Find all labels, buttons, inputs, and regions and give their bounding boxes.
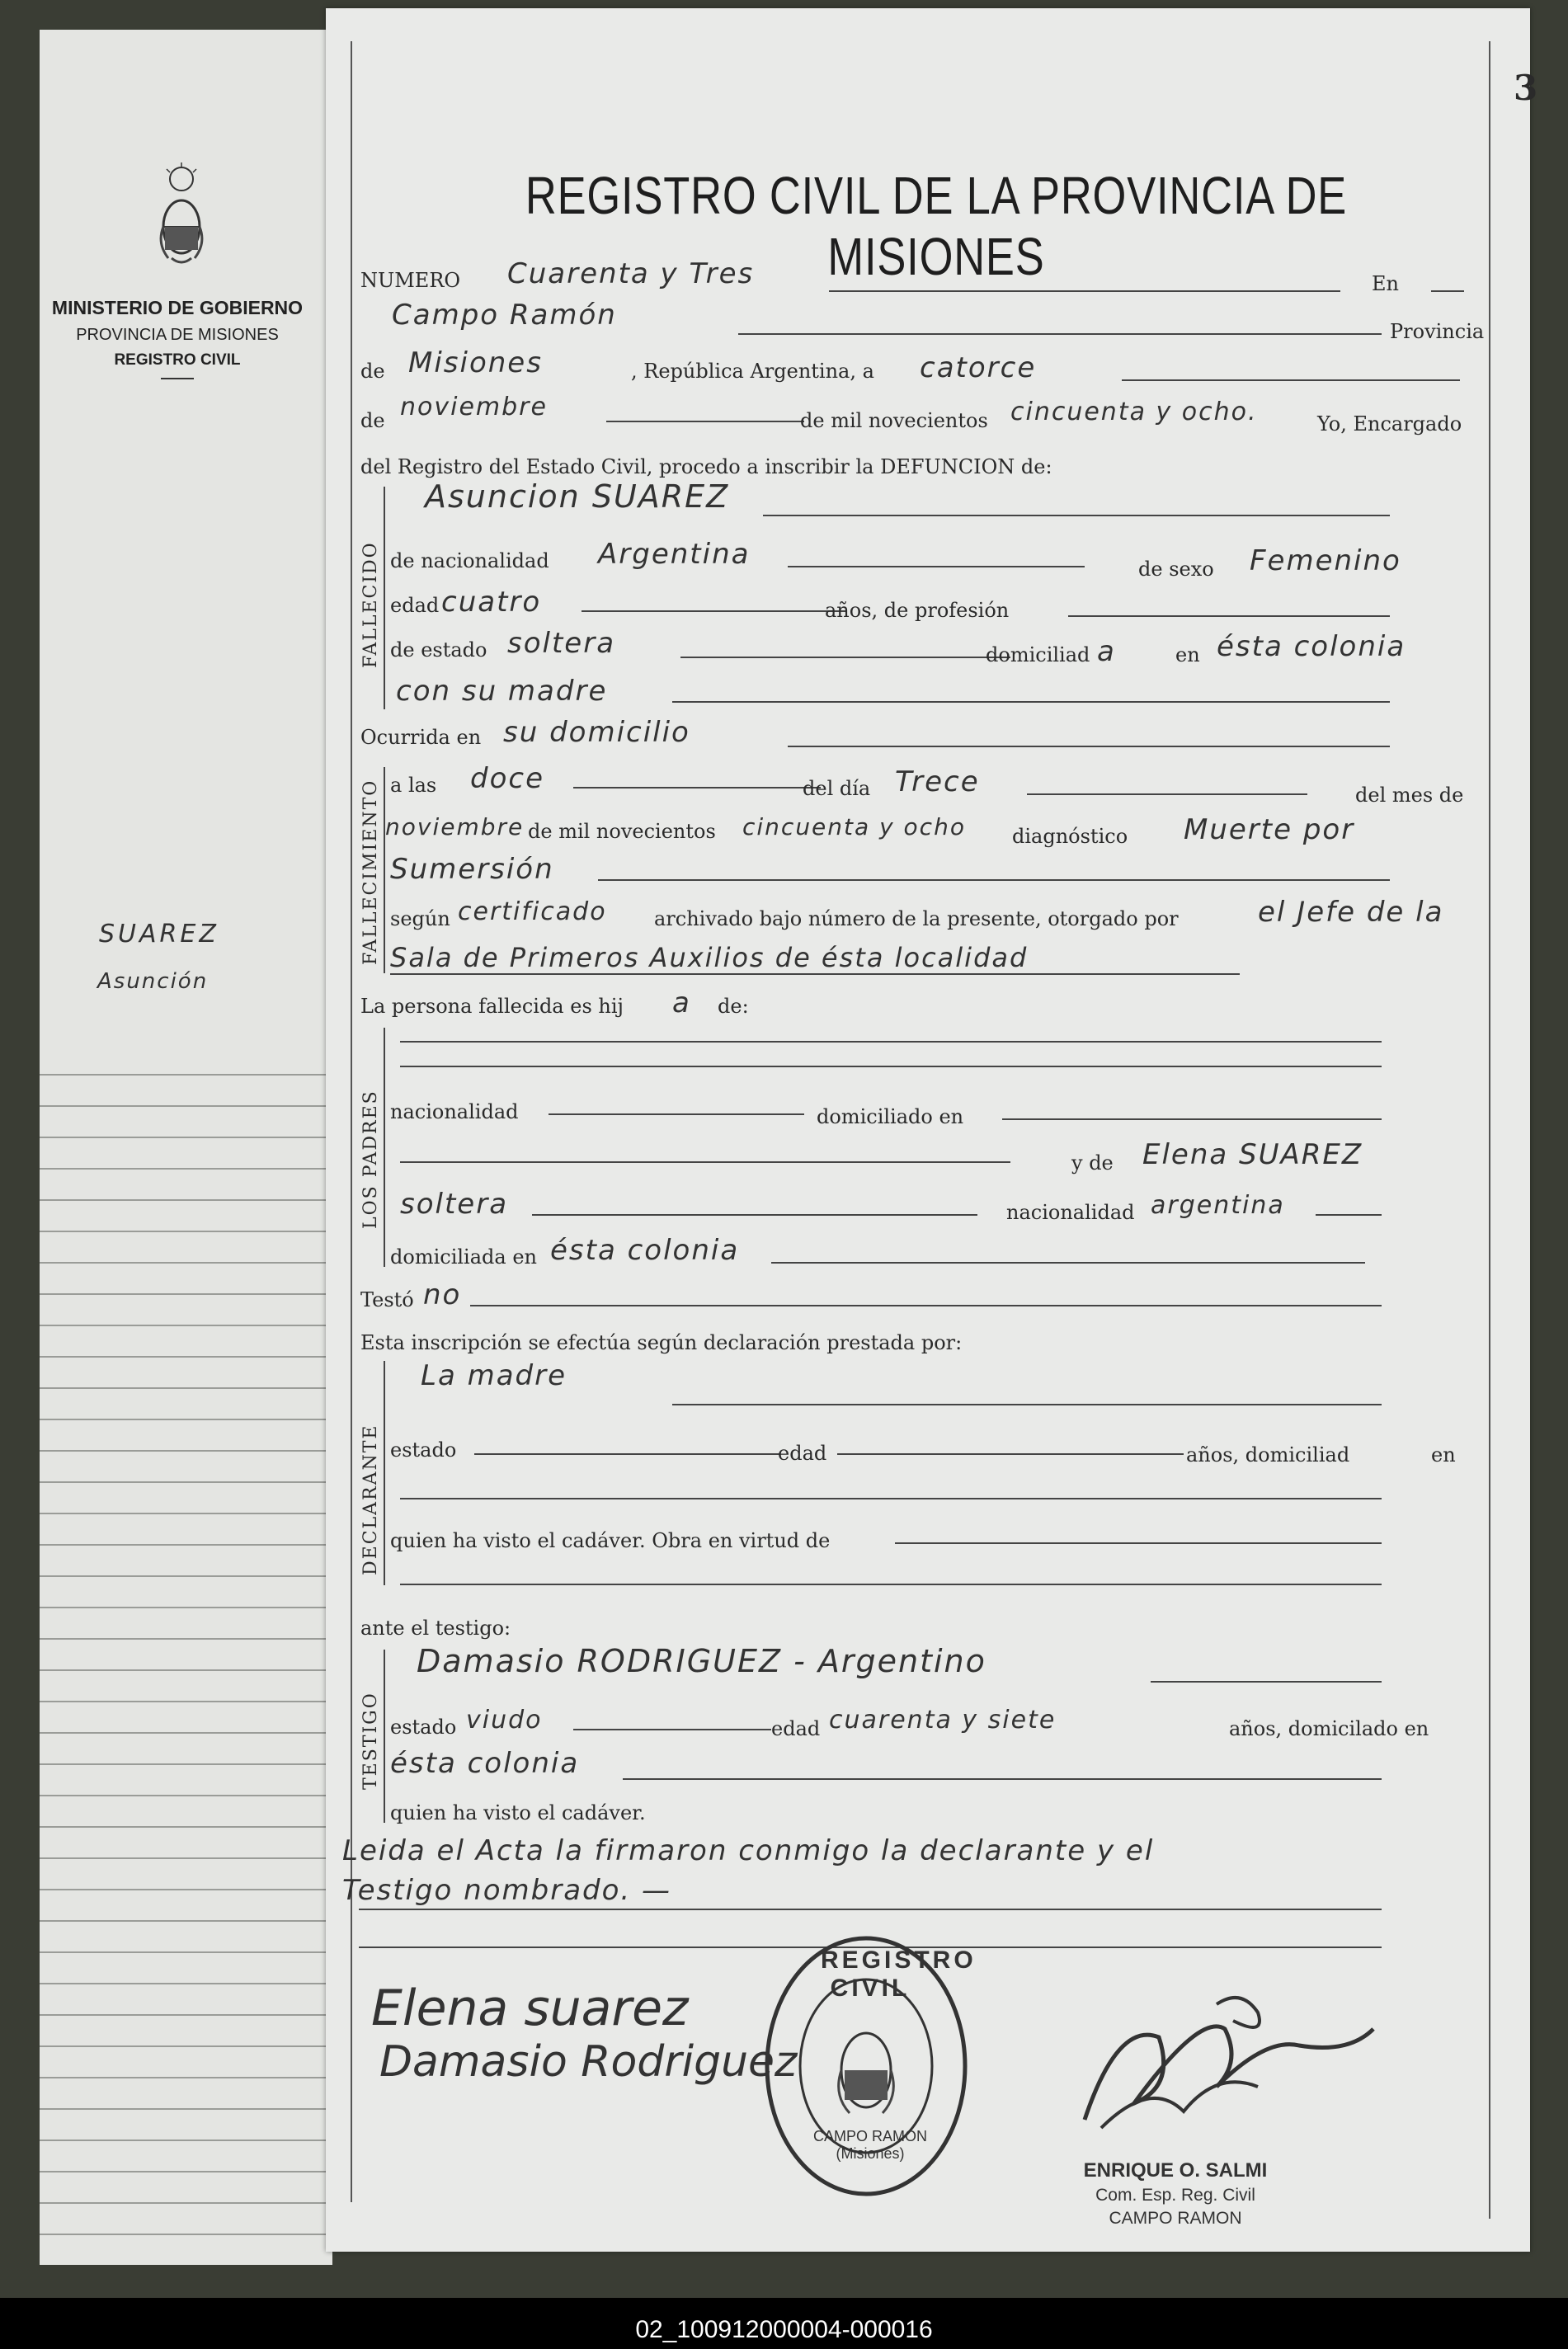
padres-de-label: de: [718, 995, 749, 1018]
otorgado-value-2: Sala de Primeros Auxilios de ésta localidad [390, 942, 1029, 973]
fallecido-nombre-value: Asuncion SUAREZ [425, 478, 730, 515]
anios-profesion-label: años, de profesión [825, 599, 1010, 622]
ministry-line-1: MINISTERIO DE GOBIERNO [51, 297, 304, 318]
ministry-line-3: REGISTRO CIVIL [114, 351, 241, 369]
madre-nacionalidad-value: argentina [1151, 1191, 1285, 1220]
domiciliada-label: domiciliada en [390, 1245, 537, 1269]
madre-nacionalidad-line [1316, 1214, 1382, 1216]
testo-value: no [423, 1278, 462, 1311]
mes-line [606, 421, 804, 422]
testigo-edad-label: edad [771, 1717, 821, 1740]
encargado-place: CAMPO RAMON [1109, 2209, 1242, 2228]
archivado-label: archivado bajo número de la presente, otorgado por [654, 907, 1179, 930]
nacionalidad-line [788, 566, 1085, 567]
mes-label: del mes de [1355, 784, 1464, 807]
sexo-label: de sexo [1138, 558, 1214, 581]
fallecimiento-anio-value: cincuenta y ocho [742, 813, 966, 840]
ministry-dash [161, 378, 194, 379]
fallecido-extra-line [672, 701, 1390, 703]
padre-domiciliado-line [1002, 1118, 1382, 1120]
declarante-line-3 [400, 1584, 1382, 1585]
declarante-estado-line [474, 1453, 779, 1455]
anio-value: cincuenta y ocho. [1010, 398, 1258, 426]
yde-label: y de [1071, 1151, 1114, 1174]
nacionalidad-label: de nacionalidad [390, 549, 549, 572]
fallecimiento-mes-value: noviembre [385, 813, 525, 840]
hora-value: doce [470, 762, 544, 795]
padre-domiciliado-label: domiciliado en [817, 1105, 964, 1128]
signature-testigo: Damasio Rodriguez [379, 2037, 798, 2087]
signature-declarante: Elena suarez [371, 1979, 689, 2037]
testigo-bracket [384, 1650, 385, 1823]
testigo-anios-label: años, domicilado en [1229, 1717, 1429, 1740]
cierre-line-2: Testigo nombrado. — [342, 1874, 672, 1907]
testigo-nombre-value: Damasio RODRIGUEZ - Argentino [417, 1643, 986, 1679]
page-number: 3 [1514, 68, 1538, 108]
yo-label: Yo, Encargado [1317, 412, 1462, 435]
encargado-name: ENRIQUE O. SALMI [1083, 2159, 1268, 2182]
madre-nacionalidad-label: nacionalidad [1006, 1201, 1135, 1224]
madre-estado-line [532, 1214, 977, 1216]
en-label: En [1372, 272, 1399, 295]
fallecido-nombre-line [763, 515, 1390, 516]
fallecimiento-bracket [384, 767, 385, 973]
madre-value: Elena SUAREZ [1142, 1138, 1363, 1171]
testigo-estado-line [573, 1729, 771, 1730]
numero-line [829, 290, 1340, 292]
padres-line-2 [400, 1066, 1382, 1067]
lugar-line [738, 333, 1382, 335]
padres-line-1 [400, 1041, 1382, 1043]
hijo-label: La persona fallecida es hij [360, 995, 624, 1018]
domicilio-value: ésta colonia [1217, 630, 1406, 663]
certificado-value: certificado [458, 897, 607, 926]
testigo-section-label: TESTIGO [360, 1692, 381, 1790]
declarante-cadaver-label: quien ha visto el cadáver. Obra en virtud de [390, 1529, 831, 1552]
seal-bottom-text: CAMPO RAMON (Misiones) [812, 2128, 927, 2162]
fallecido-section-label: FALLECIDO [360, 541, 381, 668]
declarante-estado-label: estado [390, 1438, 457, 1462]
fallecimiento-dia-value: Trece [895, 765, 980, 798]
margin-note-surname: SUAREZ [99, 920, 219, 949]
coat-of-arms-icon [157, 161, 206, 276]
otorgado-value: el Jefe de la [1258, 896, 1444, 929]
provincia-value: Misiones [408, 346, 543, 379]
otorgado-line [390, 973, 1240, 975]
hora-label: a las [390, 774, 437, 797]
mes-value: noviembre [400, 393, 548, 421]
padres-bracket [384, 1028, 385, 1267]
ocurrida-line [788, 746, 1390, 747]
ministry-header [41, 297, 313, 379]
ante-testigo-label: ante el testigo: [360, 1617, 511, 1640]
hijo-suffix: a [672, 986, 691, 1019]
padre-nacionalidad-line [549, 1113, 804, 1115]
fallecimiento-section-label: FALLECIMIENTO [360, 779, 381, 965]
de-label: de [360, 360, 385, 383]
declarante-line-2 [400, 1498, 1382, 1499]
declarante-cadaver-line [895, 1542, 1382, 1544]
register-page [326, 8, 1538, 2252]
declarante-nombre-value: La madre [421, 1359, 567, 1392]
dia-line [1122, 379, 1460, 381]
de-label-2: de [360, 409, 385, 432]
numero-value: Cuarenta y Tres [507, 257, 755, 290]
testigo-domicilio-line [623, 1778, 1382, 1780]
image-id-caption: 02_100912000004-000016 [635, 2316, 933, 2343]
diagnostico-value-2: Sumersión [390, 853, 554, 886]
ocurrida-label: Ocurrida en [360, 726, 482, 749]
estado-line [680, 657, 1010, 658]
encargado-title: Com. Esp. Reg. Civil [1095, 2186, 1255, 2205]
edad-line [582, 610, 845, 612]
fallecimiento-dia-line [1027, 793, 1307, 795]
padres-section-label: LOS PADRES [360, 1090, 381, 1229]
testigo-domicilio-value: ésta colonia [390, 1747, 580, 1780]
republica-label: , República Argentina, a [631, 360, 874, 383]
diagnostico-line [598, 879, 1390, 881]
lugar-value: Campo Ramón [392, 299, 617, 332]
diagnostico-value: Muerte por [1184, 813, 1355, 846]
declarante-anios-label: años, domiciliad [1186, 1443, 1350, 1466]
profesion-line [1068, 615, 1390, 617]
encargado-signature [1052, 1988, 1382, 2144]
domicilio-label: domiciliad [986, 643, 1090, 666]
seal-top-text: REGISTRO CIVIL [821, 1947, 977, 2002]
segun-label: según [390, 907, 450, 930]
edad-label: edad [390, 594, 440, 617]
declarante-edad-label: edad [778, 1442, 827, 1465]
testo-line [470, 1305, 1382, 1306]
domicilio-en-label: en [1175, 643, 1200, 666]
testigo-nombre-line [1151, 1681, 1382, 1683]
testigo-estado-label: estado [390, 1716, 457, 1739]
declarante-bracket [384, 1361, 385, 1585]
domiciliada-line [771, 1262, 1365, 1264]
padre-nacionalidad-label: nacionalidad [390, 1100, 519, 1123]
numero-label: NUMERO [360, 269, 461, 292]
testigo-edad-value: cuarenta y siete [829, 1706, 1057, 1735]
declarante-edad-line [837, 1453, 1184, 1455]
page-right-rule [1489, 41, 1490, 2219]
inscripcion-label: Esta inscripción se efectúa según declaración prestada por: [360, 1331, 963, 1354]
mil-label: de mil novecientos [800, 409, 988, 432]
cierre-line-1: Leida el Acta la firmaron conmigo la declarante y el [342, 1834, 1155, 1867]
madre-estado-value: soltera [400, 1188, 509, 1221]
edad-value: cuatro [441, 586, 542, 619]
ocurrida-value: su domicilio [503, 716, 690, 749]
dia-value: catorce [920, 351, 1037, 384]
sexo-value: Femenino [1250, 544, 1401, 577]
hora-line [573, 787, 821, 788]
testo-label: Testó [360, 1288, 414, 1311]
provincia-label: Provincia [1390, 320, 1485, 343]
testigo-cadaver-label: quien ha visto el cadáver. [390, 1801, 646, 1824]
cierre-line-rule-1 [359, 1909, 1382, 1910]
margin-note-name: Asunción [97, 969, 209, 994]
testigo-estado-value: viudo [466, 1706, 543, 1735]
nacionalidad-value: Argentina [598, 538, 751, 571]
declarante-nombre-line [672, 1404, 1382, 1405]
padre-line-3 [400, 1161, 1010, 1163]
dia-label: del día [803, 777, 871, 800]
ministry-line-2: PROVINCIA DE MISIONES [76, 326, 279, 344]
estado-label: de estado [390, 638, 487, 661]
declarante-en-label: en [1431, 1443, 1456, 1466]
fallecido-bracket [384, 487, 385, 709]
fallecimiento-mil-label: de mil novecientos [528, 820, 716, 843]
estado-value: soltera [507, 627, 616, 660]
en-line [1431, 290, 1464, 292]
domicilio-suffix: a [1097, 635, 1116, 668]
domiciliada-value: ésta colonia [550, 1234, 740, 1267]
declarante-section-label: DECLARANTE [360, 1424, 381, 1575]
diagnostico-label: diagnóstico [1012, 825, 1128, 848]
registro-label: del Registro del Estado Civil, procedo a inscribir la DEFUNCION de: [360, 455, 1052, 478]
fallecido-extra-value: con su madre [396, 675, 608, 708]
document-title: REGISTRO CIVIL DE LA PROVINCIA DE MISIONES [525, 166, 1348, 286]
